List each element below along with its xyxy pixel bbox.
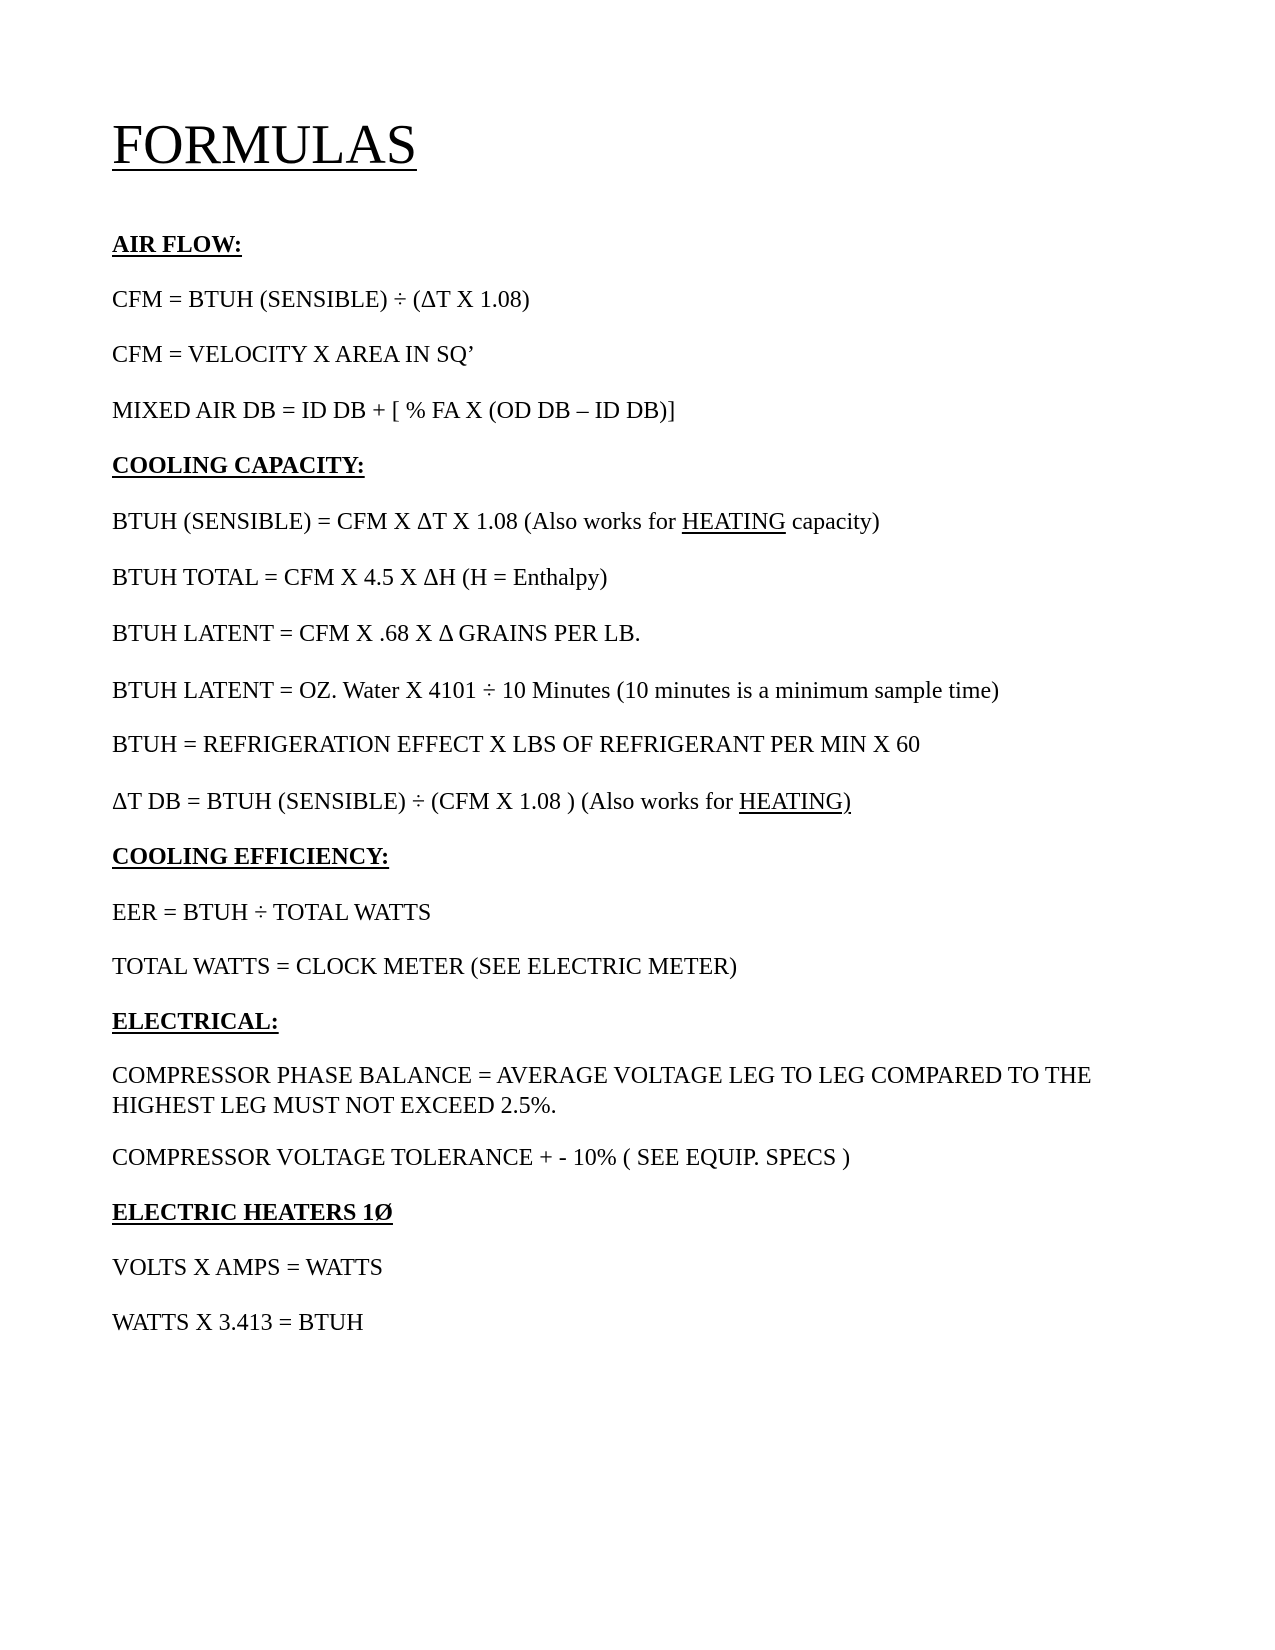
- formula-voltage-tolerance: COMPRESSOR VOLTAGE TOLERANCE + - 10% ( SEE EQUIP. SPECS ): [112, 1145, 851, 1171]
- formula-cfm-sensible: CFM = BTUH (SENSIBLE) ÷ (ΔT X 1.08): [112, 287, 530, 313]
- formula-volts-amps: VOLTS X AMPS = WATTS: [112, 1255, 383, 1281]
- page-title: FORMULAS: [112, 114, 417, 176]
- formula-total-watts: TOTAL WATTS = CLOCK METER (SEE ELECTRIC METER): [112, 954, 738, 980]
- formula-mixed-air-db: MIXED AIR DB = ID DB + [ % FA X (OD DB – ID DB)]: [112, 398, 676, 424]
- formula-delta-t-db-text: ΔT DB = BTUH (SENSIBLE) ÷ (CFM X 1.08 ) (Also works for: [112, 789, 740, 815]
- formula-btuh-sensible-text: BTUH (SENSIBLE) = CFM X ΔT X 1.08 (Also works for: [112, 509, 682, 535]
- section-heading-air-flow: AIR FLOW:: [112, 232, 243, 258]
- formula-eer: EER = BTUH ÷ TOTAL WATTS: [112, 900, 432, 926]
- section-heading-electric-heaters: ELECTRIC HEATERS 1Ø: [112, 1200, 393, 1226]
- formula-btuh-total: BTUH TOTAL = CFM X 4.5 X ΔH (H = Enthalpy): [112, 565, 608, 591]
- section-heading-cooling-efficiency: COOLING EFFICIENCY:: [112, 844, 390, 870]
- formula-watts-btuh: WATTS X 3.413 = BTUH: [112, 1310, 364, 1336]
- heating-underlined-text: HEATING): [739, 789, 852, 815]
- formula-btuh-sensible: [112, 507, 880, 537]
- formula-btuh-sensible-suffix: capacity): [785, 509, 880, 535]
- section-heading-cooling-capacity: COOLING CAPACITY:: [112, 453, 365, 479]
- formula-btuh-latent-water: BTUH LATENT = OZ. Water X 4101 ÷ 10 Minutes (10 minutes is a minimum sample time): [112, 678, 1000, 704]
- formula-phase-balance: COMPRESSOR PHASE BALANCE = AVERAGE VOLTAGE LEG TO LEG COMPARED TO THE HIGHEST LEG MUST NOT EXCEED 2.5%.: [112, 1063, 1092, 1119]
- section-heading-electrical: ELECTRICAL:: [112, 1009, 279, 1035]
- heating-underlined-text: HEATING: [681, 509, 786, 535]
- formula-btuh-latent-grains: BTUH LATENT = CFM X .68 X Δ GRAINS PER LB.: [112, 621, 641, 647]
- formula-delta-t-db: [112, 787, 851, 817]
- formula-cfm-velocity: CFM = VELOCITY X AREA IN SQ’: [112, 342, 475, 368]
- formula-btuh-refrigeration: BTUH = REFRIGERATION EFFECT X LBS OF REFRIGERANT PER MIN X 60: [112, 732, 921, 758]
